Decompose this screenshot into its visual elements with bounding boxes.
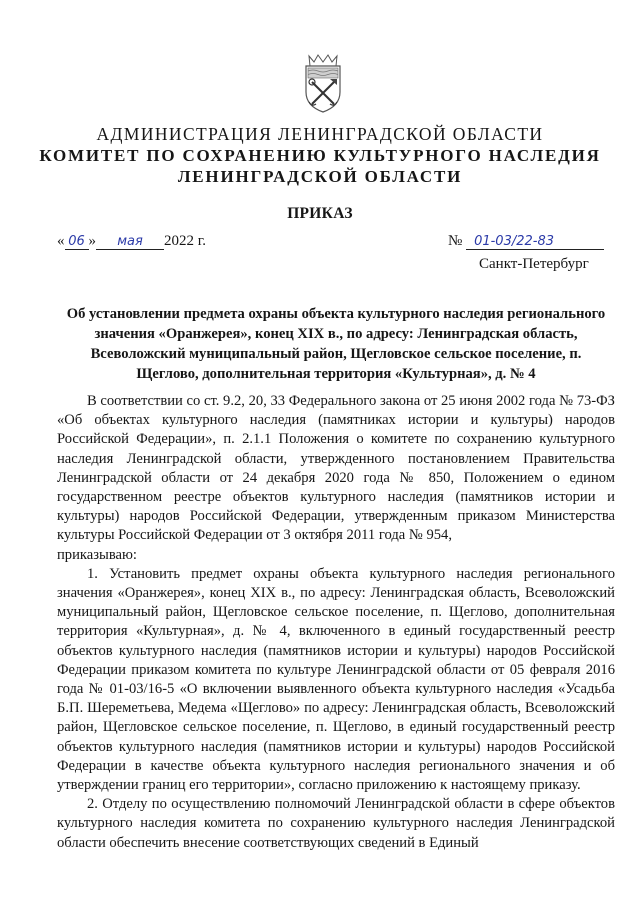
item-1-paragraph: 1. Установить предмет охраны объекта культурного наследия регионального значения «Оранжерея», конец XIX в., по адресу: Ленинградская область, Всеволожский муниципальный район, Щегловское сельское поселение, п. Щеглово, дополнительная территория «Культурная», д. № 4, включенного в единый государственный реестр объектов культурного наследия (памятников истории и культуры) народов Российской Федерации приказом комитета по культуре Ленинградской области от 05 февраля 2016 года № 01-03/16-5 «О включении выявленного объекта культурного наследия «Усадьба Б.П. Шереметьева, Медема «Щеглово» по адресу: Ленинградская область, Всеволожский район, Щегловское сельское поселение, п. Щеглово, в единый государственный реестр объектов культурного наследия (памятников истории и культуры) народов Российской Федерации в качестве объекта культурного наследия регионального значения и об утверждении границ его территории», согласно приложению к настоящему приказу. [57, 565, 615, 794]
leningrad-oblast-coat-of-arms-icon [300, 52, 346, 114]
number-value: 01-03/22-83 [466, 234, 604, 250]
document-type: ПРИКАЗ [287, 205, 353, 222]
document-date [57, 233, 206, 250]
item-2-paragraph: 2. Отделу по осуществлению полномочий Ленинградской области в сфере объектов культурного наследия комитета по сохранению культурного наследия Ленинградской области обеспечить внесение соответствующих сведений в Единый [57, 796, 615, 851]
document-body [57, 392, 615, 853]
date-day: 06 [65, 234, 89, 250]
org-committee-region: ЛЕНИНГРАДСКОЙ ОБЛАСТИ [177, 167, 463, 186]
date-month: мая [96, 234, 164, 250]
preamble-paragraph: В соответствии со ст. 9.2, 20, 33 Федерального закона от 25 июня 2002 года № 73-ФЗ «Об объектах культурного наследия (памятниках истории и культуры) народов Российской Федерации», п. 2.1.1 Положения о комитете по сохранению культурного наследия Ленинградской области, утвержденного постановлением Правительства Ленинградской области от 24 декабря 2020 года № 850, Положением о едином государственном реестре объектов культурного наследия (памятников истории и культуры) народов Российской Федерации, утвержденным приказом Министерства культуры Российской Федерации от 3 октября 2011 года № 954, [57, 393, 615, 544]
number-label: № [448, 233, 463, 249]
date-year: 2022 г. [164, 233, 206, 249]
date-open-quote: « [57, 233, 65, 249]
document-number [448, 233, 604, 250]
date-close-quote: » [88, 233, 96, 249]
org-admin-name: АДМИНИСТРАЦИЯ ЛЕНИНГРАДСКОЙ ОБЛАСТИ [96, 124, 544, 144]
order-word: приказываю: [57, 546, 137, 563]
document-title: Об установлении предмета охраны объекта культурного наследия регионального значения «Оранжерея», конец XIX в., по адресу: Ленинградская область, Всеволожский муниципальный район, Щегловское сельское поселение, п. Щеглово, дополнительная территория «Культурная», д. № 4 [66, 306, 606, 382]
org-committee-name: КОМИТЕТ ПО СОХРАНЕНИЮ КУЛЬТУРНОГО НАСЛЕДИЯ [39, 146, 601, 165]
document-city: Санкт-Петербург [479, 256, 589, 272]
